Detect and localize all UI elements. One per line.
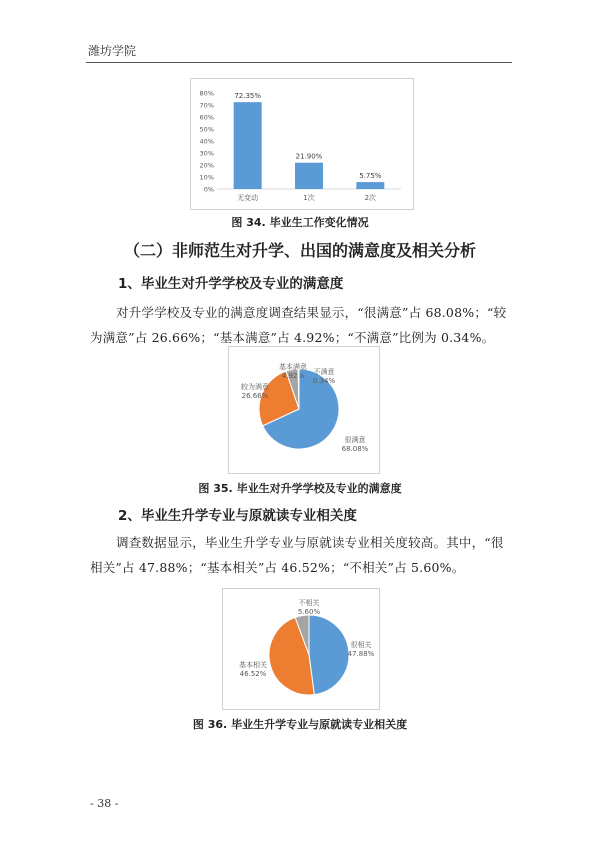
subsection-1-title: 1、毕业生对升学学校及专业的满意度 [118, 276, 344, 292]
pie-slice-percent: 47.88% [347, 650, 375, 658]
bar-value-label: 72.35% [234, 92, 262, 101]
subsection-2-title: 2、毕业生升学专业与原就读专业相关度 [118, 508, 357, 524]
pie-slice-percent: 0.34% [312, 377, 336, 385]
y-tick-label: 0% [203, 185, 214, 194]
figure-35-box [228, 346, 380, 474]
pie-slice-percent: 5.60% [297, 608, 321, 616]
pie-slice-percent: 26.66% [241, 392, 269, 400]
y-tick-label: 40% [199, 137, 214, 146]
pie-slice-label: 很满意 [344, 436, 366, 444]
figure-34-box [190, 78, 414, 210]
x-category-label: 1次 [303, 194, 315, 202]
subsection-2-paragraph: 调查数据显示，毕业生升学专业与原就读专业相关度较高。其中，“很相关”占 47.88%；“基本相关”占 46.52%；“不相关”占 5.60%。 [90, 535, 504, 575]
bar-value-label: 5.75% [359, 172, 382, 181]
pie-slice-percent: 68.08% [341, 445, 369, 453]
pie-slice [309, 615, 349, 695]
y-tick-label: 50% [199, 125, 214, 134]
pie-slice-label: 很相关 [350, 641, 372, 649]
subsection-1-paragraph: 对升学学校及专业的满意度调查结果显示，“很满意”占 68.08%；“较为满意”占 26.66%；“基本满意”占 4.92%；“不满意”比例为 0.34%。 [90, 305, 507, 345]
y-tick-label: 80% [199, 89, 214, 98]
y-tick-label: 10% [199, 173, 214, 182]
figure-34-caption: 图 34. 毕业生工作变化情况 [231, 216, 369, 229]
header-rule [86, 62, 512, 63]
bar-value-label: 21.90% [295, 152, 323, 161]
y-tick-label: 20% [199, 161, 214, 170]
pie-slice-label: 基本相关 [239, 661, 267, 669]
pie-slice-percent: 4.92% [281, 372, 305, 380]
figure-36-caption: 图 36. 毕业生升学专业与原就读专业相关度 [192, 718, 408, 731]
page-number: - 38 - [90, 797, 119, 810]
x-category-label: 2次 [364, 194, 377, 202]
pie-slice-label: 基本满意 [279, 363, 307, 371]
x-category-label: 无变动 [237, 194, 259, 202]
pie-slice-label: 不相关 [298, 599, 320, 607]
section-title: （二）非师范生对升学、出国的满意度及相关分析 [123, 241, 476, 260]
satisfaction-pie-chart [229, 347, 379, 473]
bar [295, 163, 323, 189]
figure-35-caption: 图 35. 毕业生对升学学校及专业的满意度 [198, 482, 402, 495]
y-tick-label: 60% [199, 113, 214, 122]
bar [356, 182, 384, 189]
pie-slice-percent: 46.52% [239, 670, 267, 678]
y-tick-label: 30% [199, 149, 214, 158]
y-tick-label: 70% [199, 101, 214, 110]
figure-36-box [222, 588, 380, 710]
running-header: 潍坊学院 [88, 44, 137, 58]
bar-chart [191, 79, 413, 209]
relevance-pie-chart [223, 589, 379, 709]
bar [234, 102, 262, 189]
pie-slice-label: 较为满意 [241, 383, 269, 391]
pie-slice-label: 不满意 [313, 368, 335, 376]
